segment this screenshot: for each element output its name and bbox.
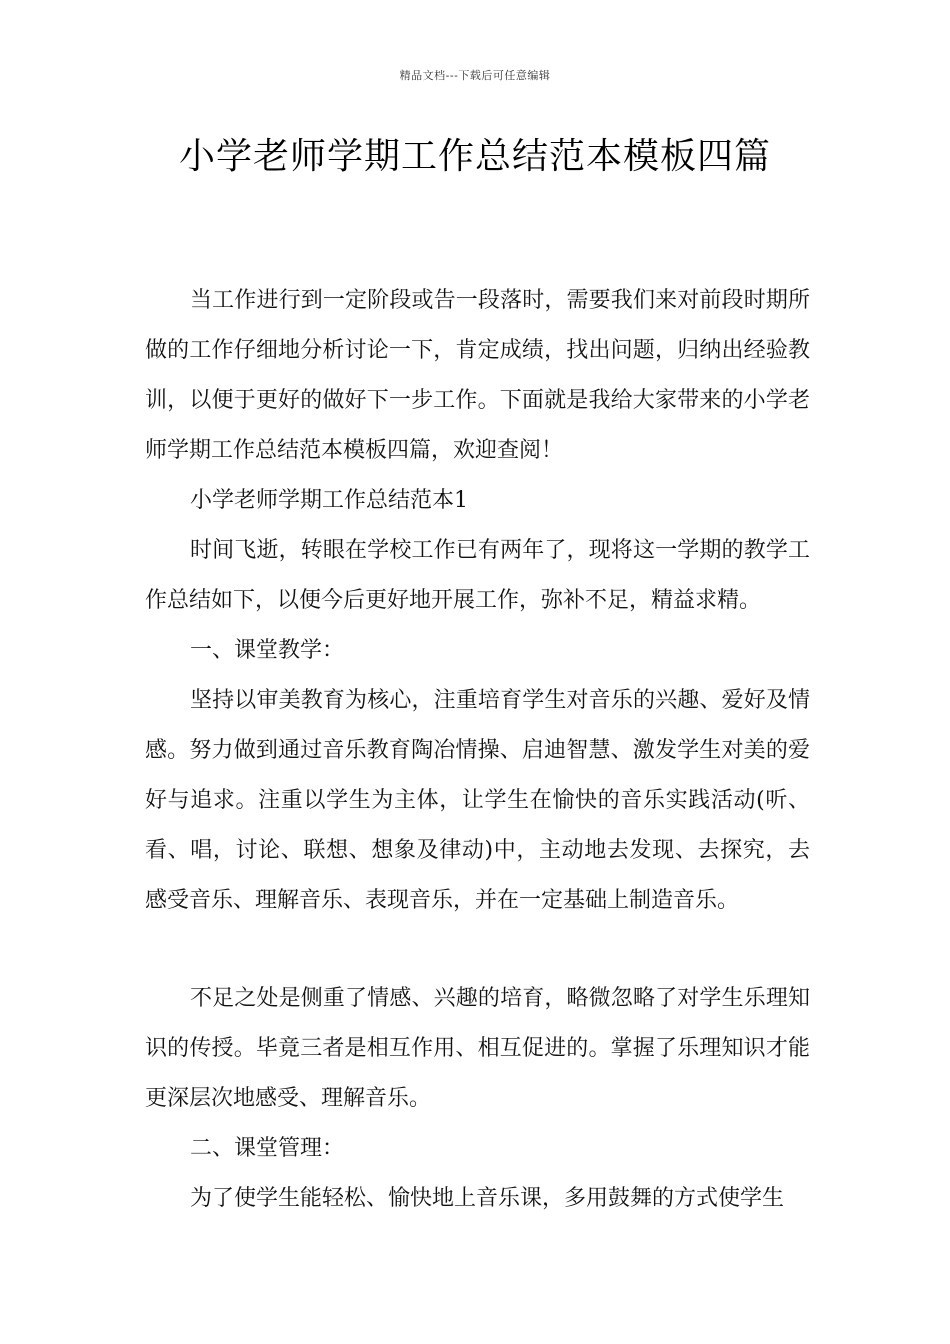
section-heading-classroom-management: 二、课堂管理： bbox=[190, 1136, 345, 1161]
body-paragraph: 时间飞逝，转眼在学校工作已有两年了，现将这一学期的教学工作总结如下，以便今后更好地开展工作，弥补不足，精益求精。 bbox=[145, 538, 810, 613]
document-body bbox=[145, 276, 810, 1224]
body-paragraph: 不足之处是侧重了情感、兴趣的培育，略微忽略了对学生乐理知识的传授。毕竟三者是相互作用、相互促进的。掌握了乐理知识才能更深层次地感受、理解音乐。 bbox=[145, 986, 810, 1111]
header-note: 精品文档---下载后可任意编辑 bbox=[399, 69, 551, 82]
document-title: 小学老师学期工作总结范本模板四篇 bbox=[178, 136, 771, 177]
body-paragraph: 为了使学生能轻松、愉快地上音乐课，多用鼓舞的方式使学生 bbox=[190, 1186, 785, 1211]
section-heading-sample-1: 小学老师学期工作总结范本1 bbox=[190, 488, 468, 513]
section-heading-classroom-teaching: 一、课堂教学： bbox=[190, 638, 345, 663]
body-paragraph: 坚持以审美教育为核心，注重培育学生对音乐的兴趣、爱好及情感。努力做到通过音乐教育陶冶情操、启迪智慧、激发学生对美的爱好与追求。注重以学生为主体，让学生在愉快的音乐实践活动(听、看、唱，讨论、联想、想象及律动)中，主动地去发现、去探究，去感受音乐、理解音乐、表现音乐，并在一定基础上制造音乐。 bbox=[145, 688, 810, 913]
intro-paragraph: 当工作进行到一定阶段或告一段落时，需要我们来对前段时期所做的工作仔细地分析讨论一下，肯定成绩，找出问题，归纳出经验教训，以便于更好的做好下一步工作。下面就是我给大家带来的小学老师学期工作总结范本模板四篇，欢迎查阅！ bbox=[145, 288, 810, 463]
